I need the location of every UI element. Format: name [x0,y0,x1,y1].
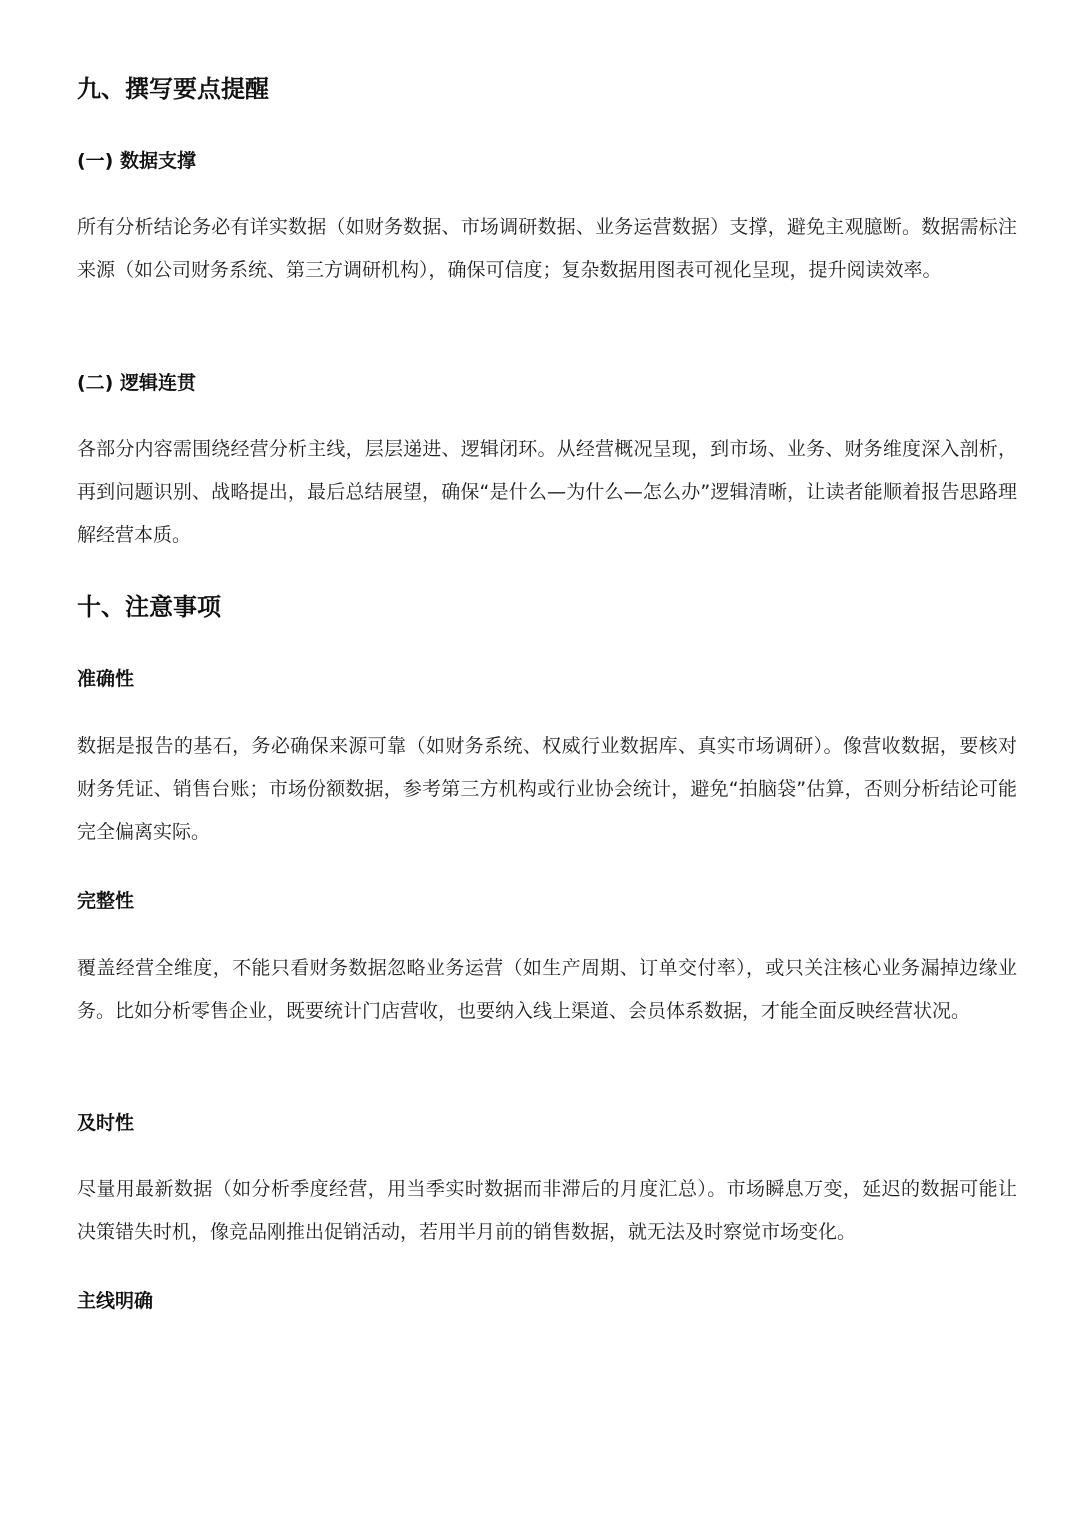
section-title-nine: 九、撰写要点提醒 [77,75,269,103]
subsection-heading-accuracy: 准确性 [77,668,135,690]
subsection-heading-timeliness: 及时性 [77,1112,135,1134]
paragraph-completeness: 覆盖经营全维度，不能只看财务数据忽略业务运营（如生产周期、订单交付率），或只关注核心业务漏掉边缘业务。比如分析零售企业，既要统计门店营收，也要纳入线上渠道、会员体系数据，才能全面反映经营状况。 [77,957,1017,1022]
section-title-ten: 十、注意事项 [77,593,221,621]
subsection-heading-completeness: 完整性 [77,890,135,912]
paragraph-data-support: 所有分析结论务必有详实数据（如财务数据、市场调研数据、业务运营数据）支撑，避免主观臆断。数据需标注来源（如公司财务系统、第三方调研机构），确保可信度；复杂数据用图表可视化呈现，提升阅读效率。 [77,216,1017,281]
subsection-heading-data-support: (一) 数据支撑 [77,150,196,172]
paragraph-logic: 各部分内容需围绕经营分析主线，层层递进、逻辑闭环。从经营概况呈现，到市场、业务、财务维度深入剖析，再到问题识别、战略提出，最后总结展望，确保“是什么—为什么—怎么办”逻辑清晰，让读者能顺着报告思路理解经营本质。 [77,438,1017,546]
paragraph-accuracy: 数据是报告的基石，务必确保来源可靠（如财务系统、权威行业数据库、真实市场调研）。像营收数据，要核对财务凭证、销售台账；市场份额数据，参考第三方机构或行业协会统计，避免“拍脑袋”估算，否则分析结论可能完全偏离实际。 [77,735,1017,843]
paragraph-timeliness: 尽量用最新数据（如分析季度经营，用当季实时数据而非滞后的月度汇总）。市场瞬息万变，延迟的数据可能让决策错失时机，像竞品刚推出促销活动，若用半月前的销售数据，就无法及时察觉市场变化。 [77,1178,1017,1243]
subsection-heading-logic: (二) 逻辑连贯 [77,372,196,394]
subsection-heading-clear-mainline: 主线明确 [77,1290,154,1312]
